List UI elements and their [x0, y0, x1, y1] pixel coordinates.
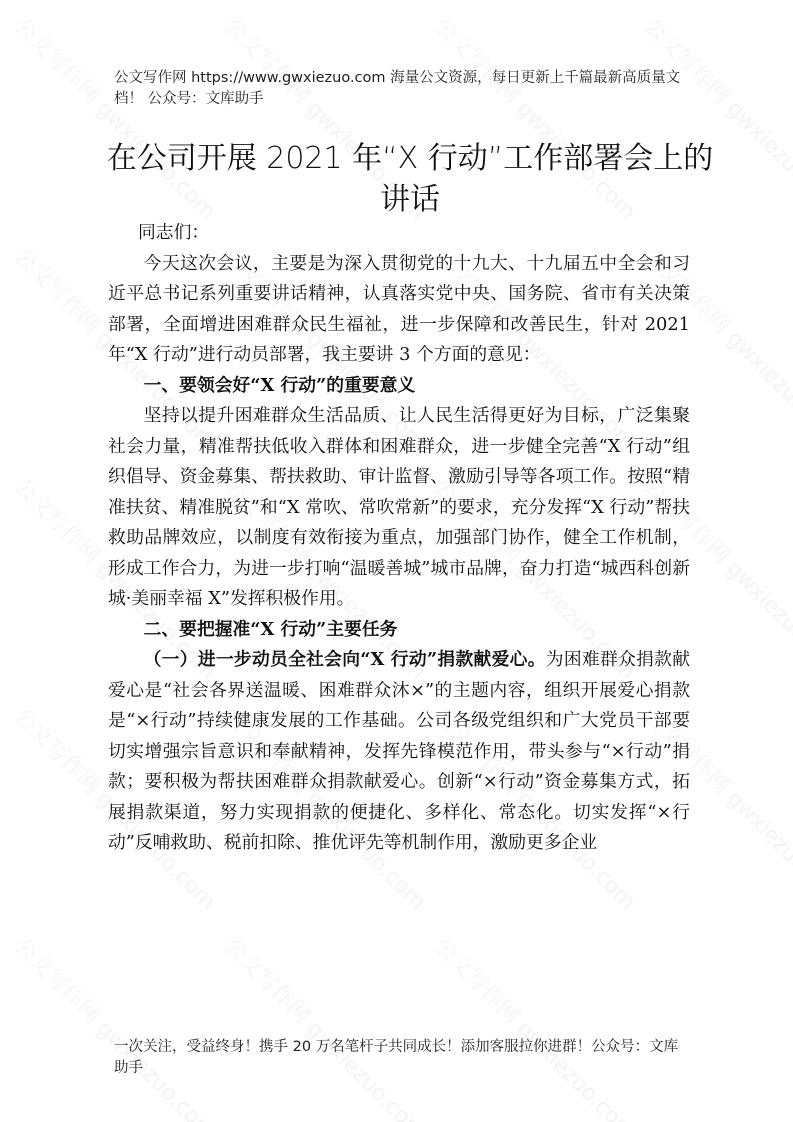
intro-paragraph: 今天这次会议，主要是为深入贯彻党的十九大、十九届五中全会和习近平总书记系列重要讲话精神，认真落实党中央、国务院、省市有关决策部署，全面增进困难群众民生福祉，进一步保障和改善民生，针对 2021 年“X 行动”进行动员部署，我主要讲 3 个方面的意见： — [108, 252, 690, 365]
section-2-heading: 二、要把握准“X 行动”主要任务 — [143, 618, 398, 640]
watermark-text — [218, 930, 434, 1122]
subsection-1-body: 为困难群众捐款献爱心是“社会各界送温暖、困难群众沐×”的主题内容，组织开展爱心捐款是“×行动”持续健康发展的工作基础。公司各级党组织和广大党员干部要切实增强宗旨意识和奉献精神，发挥先锋模范作用，带头参与“×行动”捐款；要积极为帮扶困难群众捐款献爱心。创新“×行动”资金募集方式，拓展捐款渠道，努力实现捐款的便捷化、多样化、常态化。切实发挥“×行动”反哺救助、税前扣除、推优评先等机制作用，激励更多企业 — [108, 649, 690, 853]
section-1-paragraph: 坚持以提升困难群众生活品质、让人民生活得更好为目标，广泛集聚社会力量，精准帮扶低收入群体和困难群众，进一步健全完善“X 行动”组织倡导、资金募集、帮扶救助、审计监督、激励引导等各项工作。按照“精准扶贫、精准脱贫”和“X 常吹、常吹常新”的要求，充分发挥“X 行动”帮扶救助品牌效应，以制度有效衔接为重点，加强部门协作，健全工作机制，形成工作合力，为进一步打响“温暖善城”城市品牌，奋力打造“城西科创新城·美丽幸福 X”发挥积极作用。 — [108, 405, 690, 609]
subsection-1-lead: （一）进一步动员全社会向“X 行动”捐款献爱心。 — [143, 649, 546, 670]
header-note: 公文写作网 https://www.gwxiezuo.com 海量公文资源，每日更新上千篇最新高质量文档！ 公众号：文库助手 — [114, 70, 681, 107]
footer-note: 一次关注，受益终身！携手 20 万名笔杆子共同成长！添加客服拉你进群！公众号：文库助手 — [114, 1039, 679, 1076]
greeting: 同志们： — [138, 222, 210, 243]
section-1-heading: 一、要领会好“X 行动”的重要意义 — [143, 374, 416, 396]
subsection-1-paragraph — [108, 645, 690, 859]
watermark-text — [428, 930, 644, 1122]
page-title: 在公司开展 2021 年“X 行动”工作部署会上的讲话 — [106, 141, 714, 217]
watermark-text — [8, 930, 224, 1122]
document-body — [108, 218, 690, 859]
